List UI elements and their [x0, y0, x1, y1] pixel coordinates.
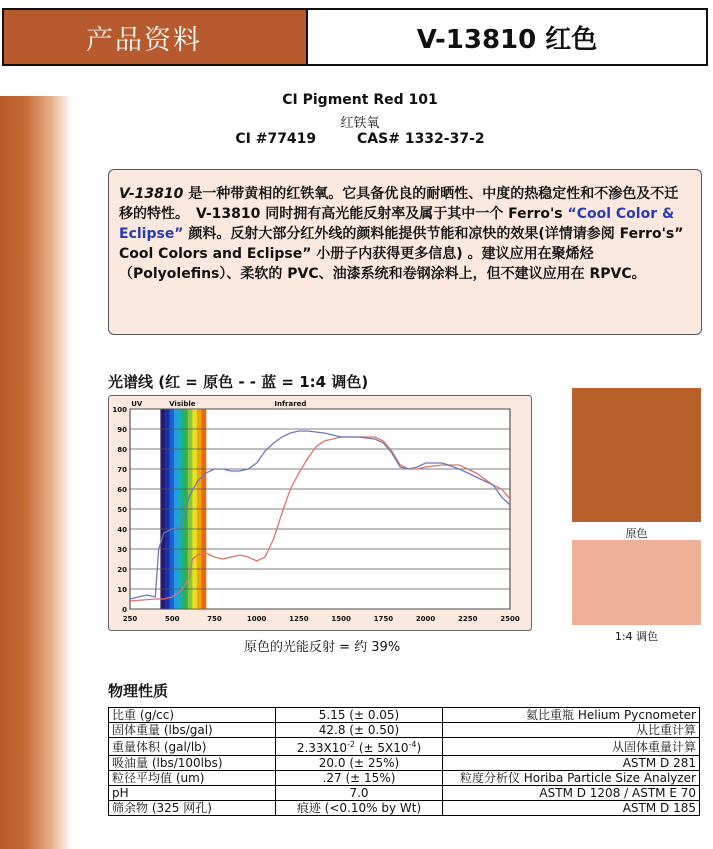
- table-row: [109, 786, 700, 801]
- prop-value: 5.15 (± 0.05): [276, 708, 443, 723]
- y-tick-label: 60: [117, 486, 127, 494]
- prop-method: ASTM D 185: [443, 801, 700, 816]
- spectral-chart: [108, 395, 532, 631]
- prop-name: 固体重量 (lbs/gal): [109, 723, 276, 738]
- ci-number: CI #77419: [235, 131, 317, 147]
- prop-name: pH: [109, 786, 276, 801]
- region-label: Infrared: [274, 400, 307, 408]
- x-tick-label: 2000: [415, 615, 436, 623]
- prop-method: ASTM D 281: [443, 756, 700, 771]
- header: [2, 8, 708, 66]
- x-tick-label: 1750: [373, 615, 394, 623]
- prop-value-exp: -2: [347, 740, 356, 749]
- y-tick-label: 40: [117, 526, 127, 534]
- table-row: [109, 801, 700, 816]
- product-title: V-13810 红色: [308, 10, 706, 64]
- spectral-title: 光谱线 (红 = 原色 - - 蓝 = 1:4 调色): [108, 373, 369, 391]
- x-tick-label: 1250: [289, 615, 309, 623]
- region-label: Visible: [169, 400, 196, 408]
- swatch-masstone: [572, 388, 701, 522]
- description-product: V-13810: [119, 186, 184, 202]
- properties-table: [108, 707, 700, 816]
- prop-value-mid: (± 5X10: [355, 741, 409, 755]
- prop-method: 粒度分析仪 Horiba Particle Size Analyzer: [443, 771, 700, 786]
- x-tick-label: 2500: [500, 615, 520, 623]
- prop-value: [276, 738, 443, 756]
- prop-value: 7.0: [276, 786, 443, 801]
- description-text-1: 是一种带黄相的红铁氧。它具备优良的耐晒性、中度的热稳定性和不渗色及不迁移的特性。 V-13810 同时拥有高光能反射率及属于其中一个 Ferro's: [119, 186, 679, 222]
- prop-name: 筛余物 (325 网孔): [109, 801, 276, 816]
- prop-value-end: ): [416, 741, 422, 755]
- header-label: 产品资料: [4, 10, 308, 64]
- description-highlight: “Cool Color & Eclipse”: [119, 206, 675, 242]
- swatch-masstone-label: 原色: [625, 527, 648, 540]
- x-tick-label: 750: [207, 615, 222, 623]
- x-tick-label: 1500: [331, 615, 351, 623]
- pigment-name: CI Pigment Red 101: [282, 92, 438, 108]
- y-tick-label: 0: [122, 606, 127, 614]
- prop-method: 氦比重瓶 Helium Pycnometer: [443, 708, 700, 723]
- x-tick-label: 2250: [458, 615, 478, 623]
- x-tick-label: 250: [122, 615, 138, 623]
- swatch-tint: [572, 540, 701, 625]
- prop-value: 42.8 (± 0.50): [276, 723, 443, 738]
- pigment-ids: [110, 131, 610, 147]
- swatch-tint-label: 1:4 调色: [614, 630, 659, 643]
- y-tick-label: 80: [117, 446, 127, 454]
- prop-value-exp2: -4: [408, 740, 417, 749]
- x-tick-label: 1000: [246, 615, 267, 623]
- prop-value: 20.0 (± 25%): [276, 756, 443, 771]
- y-tick-label: 100: [112, 406, 127, 414]
- prop-method: 从固体重量计算: [443, 738, 700, 756]
- reflectance-text: 原色的光能反射 = 约 39%: [244, 640, 401, 655]
- table-row: [109, 756, 700, 771]
- physical-properties-title: 物理性质: [108, 682, 169, 700]
- y-tick-label: 30: [117, 546, 127, 554]
- y-tick-label: 10: [117, 586, 127, 594]
- y-tick-label: 20: [117, 566, 127, 574]
- table-row: [109, 723, 700, 738]
- y-tick-label: 70: [117, 466, 127, 474]
- y-tick-label: 90: [117, 426, 127, 434]
- table-row: [109, 708, 700, 723]
- prop-name: 粒径平均值 (um): [109, 771, 276, 786]
- prop-value: .27 (± 15%): [276, 771, 443, 786]
- prop-name: 比重 (g/cc): [109, 708, 276, 723]
- pigment-chinese-name: 红铁氧: [340, 116, 380, 131]
- x-tick-label: 500: [164, 615, 180, 623]
- prop-method: 从比重计算: [443, 723, 700, 738]
- prop-method: ASTM D 1208 / ASTM E 70: [443, 786, 700, 801]
- decorative-sidebar: [0, 96, 72, 849]
- prop-value-base: 2.33X10: [296, 741, 348, 755]
- region-label: UV: [131, 400, 143, 408]
- table-row: [109, 738, 700, 756]
- prop-name: 重量体积 (gal/lb): [109, 738, 276, 756]
- table-row: [109, 771, 700, 786]
- prop-value: 痕迹 (<0.10% by Wt): [276, 801, 443, 816]
- prop-name: 吸油量 (lbs/100lbs): [109, 756, 276, 771]
- description-text-2: 颜料。反射大部分红外线的颜料能提供节能和凉快的效果(详情请参阅 Ferro's” Cool Colors and Eclipse” 小册子内获得更多信息) 。建议应用在聚烯烃（Polyolefins）、柔软的 PVC、油漆系统和卷钢涂料上，但不建议应用在 RPVC。: [119, 226, 684, 282]
- y-tick-label: 50: [117, 506, 127, 514]
- description-box: [108, 169, 702, 335]
- cas-number: CAS# 1332-37-2: [357, 131, 485, 147]
